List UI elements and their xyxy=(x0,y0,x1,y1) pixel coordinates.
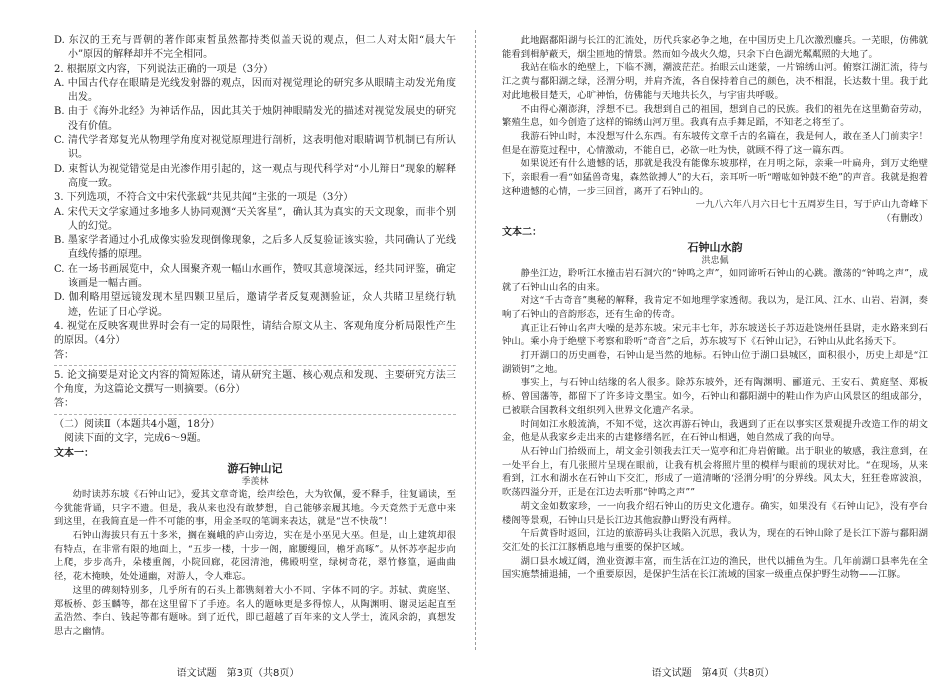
essay2-paragraph: 午后黄昏时返回，江边的旅游码头让我陷入沉思，我认为，现在的石钟山除了是长江下游与鄱阳湖交汇处的长江江豚栖息地与重要的保护区域。 xyxy=(502,528,928,553)
question-3-option-d: D. 伽利略用望远镜发现木星四颗卫星后，邀请学者反复观测验证，众人共睹卫星绕行轨迹，佐证了日心学说。 xyxy=(54,292,456,318)
question-2-option-b: B. 由于《海外北经》为神话作品，因此其关于烛阴神眼睛发光的描述对视觉发展史的研究没有价值。 xyxy=(54,106,456,132)
question-2-option-d: D. 束皙认为视觉错觉是由光渗作用引起的，这一观点与现代科学对“小儿辩日”现象的解释高度一致。 xyxy=(54,163,456,189)
page-footer: 语文试题 第4页（共8页） xyxy=(651,668,775,679)
question-1-option-d: D. 东汉的王充与晋朝的著作郎束皙虽然都持类似盖天说的观点，但二人对太阳“晨大午小”原因的解释却并不完全相同。 xyxy=(54,35,456,61)
answer-divider xyxy=(54,365,456,367)
question-5-stem: 5. 论文摘要是对论文内容的简短陈述，请从研究主题、核心观点和发现、主要研究方法三个角度，为这篇论文撰写一则摘要。（6分） xyxy=(54,369,456,396)
essay2-paragraph: 胡文金如数家珍，一一向我介绍石钟山的历史文化遗存。确实，如果没有《石钟山记》，没有亭台楼阁等景观，石钟山只是长江边其他寂静山野没有两样。 xyxy=(502,500,928,526)
text1-label: 文本一： xyxy=(54,447,94,459)
question-5-answer-area: 答： xyxy=(54,398,74,410)
essay1-paragraph: 幼时读苏东坡《石钟山记》，爱其文章奇诡，绘声绘色，大为钦佩，爱不释手，往复诵读，至今犹能背诵，只字不遗。但是，我从来也没有敢梦想，自己能够亲履其地。今天竟然于无意中来到这里，在我简直是一件不可能的事，用金圣叹的笔调来表达，就是“岂不快哉”！ xyxy=(54,488,456,528)
essay1-paragraph: 石钟山海拔只有五十多米，搁在巍峨的庐山旁边，实在是小巫见大巫。但是，山上建筑却很有特点，在非常有限的地面上，“五步一楼，十步一阁，廊腰缦回，檐牙高啄”。从怀苏亭起步向上爬，步步高升，朵楼重阁，小院回廊，花园清池，佛殿明堂，绿树奇花，翠竹修篁，逼曲曲径，花木掩映，处处通幽，对游人，令人难忘。 xyxy=(54,530,456,583)
essay2-title: 石钟山水韵 xyxy=(687,240,743,254)
question-3-option-c: C. 在一场书画展览中，众人围聚齐观一幅山水画作，赞叹其意境深远，经共同评鉴，确定该画是一幅古画。 xyxy=(54,263,456,290)
essay2-paragraph: 打开湖口的历史画卷，石钟山是当然的地标。石钟山位于湖口县城区，面积很小，历史上却是“江湖锁钥”之地。 xyxy=(502,350,928,375)
essay2-paragraph: 对这“千古奇音”奥秘的解释，我肯定不如地理学家透彻。我以为，是江风、江水、山岩、岩洞，奏响了石钟山的音韵形态，还有生命的传奇。 xyxy=(502,295,928,320)
essay1-paragraph: 如果说还有什么遗憾的话，那就是我没有能像东坡那样，在月明之际，亲乘一叶扁舟，到万丈绝壁下，亲眼看一看“如猛兽奇鬼，森然欲搏人”的大石，亲耳听一听“噌吰如钟鼓不绝”的声音。我就是抱着这种遗憾的心情，一步三回首，离开了石钟山的。 xyxy=(502,158,928,197)
essay2-paragraph: 真正让石钟山名声大噪的是苏东坡。宋元丰七年，苏东坡送长子苏迈赴饶州任县尉，走水路来到石钟山。乘小舟于绝壁下考察和聆听“奇音”之后，苏东坡写下《石钟山记》，石钟山从此名扬天下。 xyxy=(502,322,928,348)
reading-instruction: 阅读下面的文字，完成6～9题。 xyxy=(64,433,207,445)
essay2-paragraph: 事实上，与石钟山结缘的名人很多。除苏东坡外，还有陶渊明、郦道元、王安石、黄庭坚、郑板桥、曾国藩等，都留下了许多诗文墨宝。如今，石钟山和鄱阳湖中的鞋山作为庐山风景区的组成部分，已被联合国教科文组织列入世界文化遗产名录。 xyxy=(502,377,928,416)
essay1-paragraph: 我站在临水的绝壁上，下临不测，潮波茫茫。抬眼云山迷蒙，一片锦绣山河。俯察江湖汇流，待与江之黄与鄱阳湖之绿，泾渭分明，并肩齐流，各自保持着自己的颜色，决不相混，长达数十里。我于此对此地极目楚天，心旷神怡，仿佛能与天地共长久，与宇宙共呼吸。 xyxy=(502,62,928,101)
essay1-paragraph: 此地踞鄱阳湖与长江的汇流处，历代兵家必争之地，在中国历史上几次激烈鏖兵。一芜眼，仿佛就能看到楫舻蔽天，烟尘匝地的情景。然而如今战火久熄，只余下白色湖光粼粼照的大地了。 xyxy=(502,35,928,60)
section-heading: （二）阅读Ⅱ（本题共4小题，18分） xyxy=(54,418,220,430)
question-4-stem: 4. 视觉在反映客观世界时会有一定的局限性，请结合原文从主、客观角度分析局限性产生的原因。（4分） xyxy=(54,320,456,347)
essay2-author: 洪忠佩 xyxy=(701,255,729,266)
essay1-title: 游石钟山记 xyxy=(227,461,283,475)
essay2-paragraph: 从石钟山门拾级而上，胡文金引领我去江天一览亭和汇舟岩俯瞰。出于职业的敏感，我注意到，在一处平台上，有几张照片呈现在眼前，让我有机会将照片里的模样与眼前的现状对比。“在现场，从来看到，江水和湖水在石钟山下交汇，形成了一道清晰的‘泾渭分明’的分界线。风太大，狂狂卷席波浪，吹荡四溢分开，正是在江边去听那“钟鸣之声”” xyxy=(502,445,928,499)
page-4 xyxy=(476,0,950,688)
question-3-option-a: A. 宋代天文学家通过多地多人协同观测“天关客星”，确认其为真实的天文现象，而非个别人的幻觉。 xyxy=(54,206,456,232)
answer-divider xyxy=(54,414,456,416)
essay2-paragraph: 时间如江水般流淌，不知不觉，这次再游石钟山，我遇到了正在以事实区景观提升改造工作的胡文金，他是从我家乡走出来的古建修缮名匠，在石钟山相遇，她自然成了我的向导。 xyxy=(502,418,928,444)
question-4-answer-area: 答： xyxy=(54,349,74,361)
essay1-date-line: 一九八六年八月六日七十五周岁生日，写于庐山九奇峰下 xyxy=(695,199,928,211)
essay1-author: 季羡林 xyxy=(241,476,269,487)
essay1-paragraph: 这里的碑刻特别多，几乎所有的石头上都镌刻着大小不同、字体不同的字。苏轼、黄庭坚、郑板桥、彭玉麟等，都在这里留下了手迹。名人的题咏更是多得惊人，从陶渊明、谢灵运起直至孟浩然、李白、钱起等都有题咏。到了近代，即已超越了百年来的文人学士，流风余韵，真想发思古之幽情。 xyxy=(54,584,456,637)
question-2-option-a: A. 中国古代存在眼睛是光线发射器的观点，因而对视觉理论的研究多从眼睛主动发光角度出发。 xyxy=(54,77,456,104)
essay2-paragraph: 静坐江边，聆听江水撞击岩石洞穴的“钟鸣之声”，如同谛听石钟山的心跳。激荡的“钟鸣之声”，成就了石钟山山名的由来。 xyxy=(502,267,928,293)
essay1-paragraph: 我游石钟山时，本没想写什么东西。有东坡传文章千古的名篇在，我是何人，敢在圣人门前卖字！但是在游览过程中，心情激动，不能自已，必欲一吐为快，就顾不得了这一篇东西。 xyxy=(502,130,928,156)
question-3-stem: 3. 下列选项，不符合文中宋代张载“共见共闻”主张的一项是（3分） xyxy=(54,192,354,204)
question-2-option-c: C. 清代学者郑复光从物理学角度对视觉原理进行剖析，这表明他对眼睛调节机制已有所认识。 xyxy=(54,135,456,161)
text2-label: 文本二： xyxy=(502,226,542,238)
question-2-stem: 2. 根据原文内容，下列说法正确的一项是（3分） xyxy=(54,63,274,75)
essay1-edit-note: （有删改） xyxy=(881,213,928,225)
essay2-paragraph: 湖口县水域辽阔，渔业资源丰富，而生活在江边的渔民，世代以捕鱼为生。几年前湖口县率先在全国实施禁捕退捕，一个重要原因，是保护生活在长江流域的国家一级重点保护野生动物——江豚。 xyxy=(502,555,928,581)
essay1-paragraph: 不由得心潮澎湃，浮想不已。我想到自己的祖国，想到自己的民族。我们的祖先在这里勤奋劳动，繁殖生息，如今创造了这样的锦绣山河万里。我真有点手舞足蹈，不知老之将至了。 xyxy=(502,103,928,129)
page-footer: 语文试题 第3页（共8页） xyxy=(176,668,300,679)
question-3-option-b: B. 墨家学者通过小孔成像实验发现倒像现象，之后多人反复验证该实验，共同确认了光线直线传播的原理。 xyxy=(54,235,456,261)
